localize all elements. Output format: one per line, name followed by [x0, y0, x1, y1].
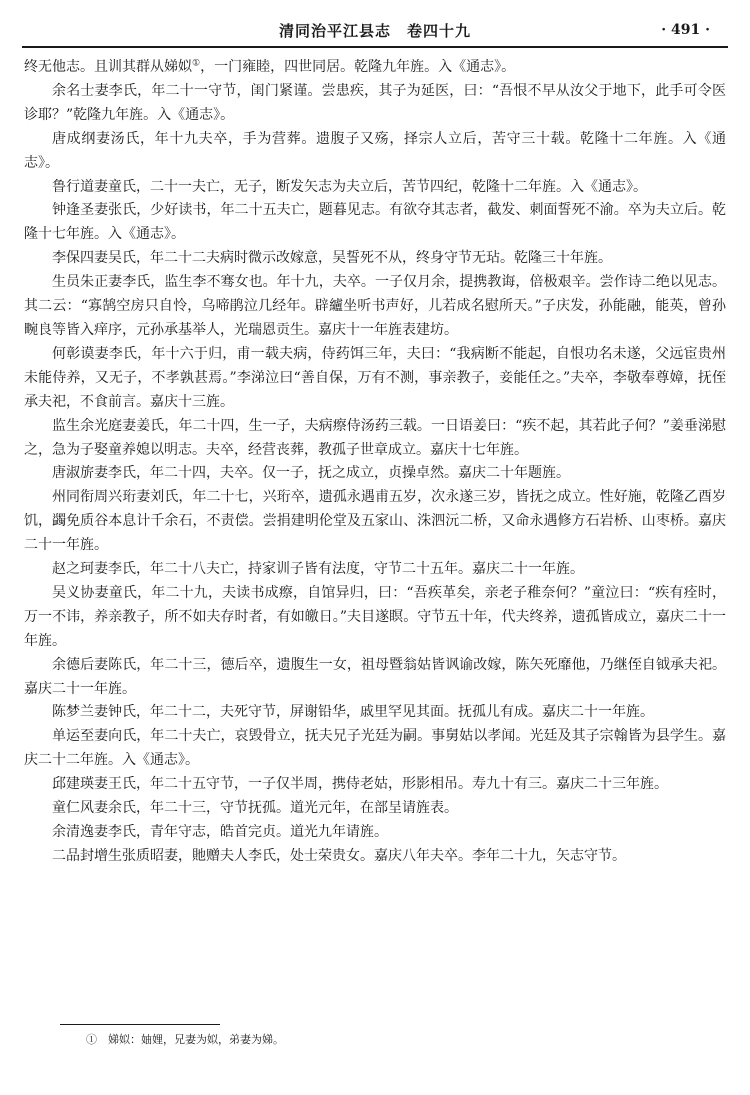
paragraph: 生员朱正妻李氏，监生李不骞女也。年十九，夫卒。一子仅月余，提携教诲，倍极艰辛。尝作诗二绝以见志。其二云：“寡鹄空房只自怜，乌啼鹃泣几经年。辟纑坐听书声好，儿若成名慰所天。”子庆发，孙能融，能英，曾孙畹良等皆入痒序，元孙承基举人，光瑞恩贡生。嘉庆十一年旌表建坊。 [24, 274, 726, 338]
paragraph: 余名士妻李氏，年二十一守节，闺门紧谨。尝患疾，其子为延医，曰：“吾恨不早从汝父于地下，此手可令医诊耶？”乾隆九年旌。入《通志》。 [24, 82, 726, 123]
paragraph: 二品封增生张质昭妻，貤赠夫人李氏，处士荣贵女。嘉庆八年夫卒。李年二十九，矢志守节。 [52, 847, 626, 864]
paragraph: 邱建瑛妻王氏，年二十五守节，一子仅半周，携侍老姑，形影相吊。寿九十有三。嘉庆二十三年旌。 [52, 776, 668, 793]
footnote-rule [60, 1024, 220, 1025]
footnote-marker: ① [192, 58, 201, 69]
header-rule [22, 46, 728, 48]
paragraph: 钟逢圣妻张氏，少好读书，年二十五夫亡，题暮见志。有欲夺其志者，截发、刺面誓死不渝。卒为夫立后。乾隆十七年旌。入《通志》。 [24, 202, 726, 243]
paragraph: 单运至妻向氏，年二十夫亡，哀毁骨立，抚夫兄子光廷为嗣。事舅姑以孝闻。光廷及其子宗翰皆为县学生。嘉庆二十二年旌。入《通志》。 [24, 728, 726, 769]
paragraph: 童仁风妻余氏，年二十三，守节抚孤。道光元年，在部呈请旌表。 [52, 800, 458, 817]
paragraph: 余清逸妻李氏，青年守志，皓首完贞。道光九年请旌。 [52, 824, 388, 840]
paragraph: 李保四妻吴氏，年二十二夫病时微示改嫁意，吴誓死不从，终身守节无玷。乾隆三十年旌。 [52, 250, 612, 267]
paragraph: 鲁行道妻童氏，二十一夫亡，无子，断发矢志为夫立后，苦节四纪，乾隆十二年旌。入《通志》。 [52, 178, 647, 195]
paragraph: 陈梦兰妻钟氏，年二十二，夫死守节，屏谢铅华，戚里罕见其面。抚孤儿有成。嘉庆二十一年旌。 [52, 704, 654, 721]
page-header [22, 10, 728, 50]
paragraph: 州同衔周兴珩妻刘氏，年二十七，兴珩卒，遗孤永遇甫五岁，次永遂三岁，皆抚之成立。性好施，乾隆乙酉岁饥，蠲免质谷本息计千余石，不责偿。尝捐建明伦堂及五家山、洙泗沅二桥，又命永遇修方石岩桥、山枣桥。嘉庆二十一年旌。 [24, 489, 726, 554]
paragraph: 唐淑旂妻李氏，年二十四，夫卒。仅一子，抚之成立，贞操卓然。嘉庆二十年题旌。 [52, 465, 570, 482]
paragraph: 监生余光庭妻姜氏，年二十四，生一子，夫病瘵侍汤药三载。一日语姜曰：“疾不起，其若此子何？”姜垂涕慰之，急为子娶童养媳以明志。夫卒，经营丧葬，教孤子世章成立。嘉庆十七年旌。 [24, 417, 726, 458]
paragraph: 唐成纲妻汤氏，年十九夫卒，手为营葬。遗腹子又殇，择宗人立后，苦守三十载。乾隆十二年旌。入《通志》。 [24, 130, 726, 171]
main-text [24, 56, 726, 869]
running-title: 清同治平江县志 卷四十九 [278, 22, 471, 40]
footnote: ① 娣姒：妯娌，兄妻为姒，弟妻为娣。 [86, 1033, 284, 1046]
page-number: · 491 · [661, 22, 710, 38]
paragraph: 何彰谟妻李氏，年十六于归，甫一载夫病，侍药饵三年，夫曰：“我病断不能起，自恨功名未遂，父远宦贵州未能侍养，又无子，不孝孰甚焉。”李涕泣曰“善自保，万有不测，事亲教子，妾能任之。”夫卒，李敬奉尊嫜，抚侄承夫祀，不食前言。嘉庆十三旌。 [24, 345, 726, 410]
paragraph: 赵之珂妻李氏，年二十八夫亡，持家训子皆有法度，守节二十五年。嘉庆二十一年旌。 [52, 561, 584, 578]
paragraph: 余德后妻陈氏，年二十三，德后卒，遗腹生一女，祖母暨翁姑皆讽谕改嫁，陈矢死靡他，乃继侄自钺承夫祀。嘉庆二十一年旌。 [24, 656, 726, 697]
paragraph: 吴义协妻童氏，年二十九，夫读书成瘵，自馆异归，曰：“吾疾革矣，亲老子稚奈何？”童泣曰：“疾有痊时，万一不讳，养亲教子，所不如夫存时者，有如皦日。”夫目遂瞑。守节五十年，代夫终养，遗孤皆成立，嘉庆二十一年旌。 [24, 584, 726, 649]
paragraph: 终无他志。且训其群从娣姒①，一门雍睦，四世同居。乾隆九年旌。入《通志》。 [24, 58, 516, 75]
